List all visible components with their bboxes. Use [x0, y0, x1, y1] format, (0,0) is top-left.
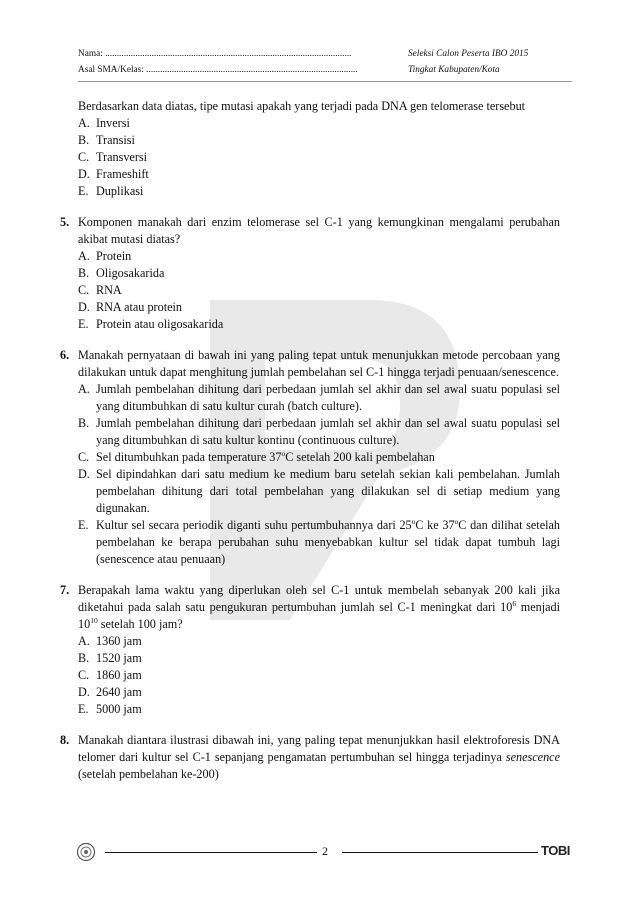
option-text: Jumlah pembelahan dihitung dari perbedaan jumlah sel akhir dan sel awal suatu populasi sel yang ditumbuhkan di satu kultur kontinu (continuous culture).: [96, 416, 560, 447]
option-6e: [60, 517, 560, 568]
option-text: Sel dipindahkan dari satu medium ke medium baru setelah sekian kali pembelahan. Jumlah pembelahan dihitung dari total pembelahan yang dilakukan sel di setiap medium yang digunakan.: [96, 467, 560, 515]
option-letter: A.: [78, 634, 90, 648]
footer-rule-left: [105, 852, 317, 853]
question-6: [60, 347, 560, 381]
question-content: [60, 98, 560, 783]
option-7c: [60, 667, 560, 684]
option-text: RNA: [96, 283, 122, 297]
option-text-part: Kultur sel secara periodik diganti suhu pertumbuhannya dari 25: [96, 518, 412, 532]
option-4b: [60, 132, 560, 149]
question-5-text: Komponen manakah dari enzim telomerase sel C-1 yang kemungkinan mengalami perubahan akibat mutasi diatas?: [78, 215, 560, 246]
option-4c: [60, 149, 560, 166]
option-letter: B.: [78, 416, 90, 430]
exam-title: Seleksi Calon Peserta IBO 2015: [408, 49, 529, 59]
option-letter: C.: [78, 283, 90, 297]
option-text: 5000 jam: [96, 702, 142, 716]
option-text: 1360 jam: [96, 634, 142, 648]
option-text: RNA atau protein: [96, 300, 182, 314]
header-row-2: [78, 62, 572, 78]
option-letter: D.: [78, 685, 90, 699]
question-7: [60, 582, 560, 633]
header-row-1: [78, 46, 572, 62]
option-6c: [60, 449, 560, 466]
exam-level: Tingkat Kabupaten/Kota: [408, 65, 500, 75]
option-6b: [60, 415, 560, 449]
option-letter: A.: [78, 249, 90, 263]
question-7-text: setelah 100 jam?: [97, 617, 183, 631]
header-divider: [78, 81, 572, 82]
question-8: [60, 732, 560, 783]
question-number: 8.: [60, 733, 70, 747]
option-text: Protein: [96, 249, 132, 263]
option-text: Jumlah pembelahan dihitung dari perbedaan jumlah sel akhir dan sel awal suatu populasi sel yang ditumbuhkan di satu kultur curah (batch culture).: [96, 382, 560, 413]
option-letter: E.: [78, 702, 89, 716]
option-letter: D.: [78, 167, 90, 181]
option-6d: [60, 466, 560, 517]
option-5a: [60, 248, 560, 265]
option-letter: E.: [78, 518, 89, 532]
ministry-seal-icon: [76, 842, 96, 862]
option-text-part: C setelah 200 kali pembelahan: [285, 450, 435, 464]
tobi-logo: TOBI: [541, 843, 570, 858]
option-text: Transisi: [96, 133, 135, 147]
option-5c: [60, 282, 560, 299]
question-number: 6.: [60, 348, 70, 362]
option-7a: [60, 633, 560, 650]
question-8-text: (setelah pembelahan ke-200): [78, 767, 219, 781]
degree-sup: o: [411, 516, 416, 526]
footer-rule-right: [342, 852, 538, 853]
option-text: 1860 jam: [96, 668, 142, 682]
question-number: 5.: [60, 215, 70, 229]
option-text-part: C ke 37: [415, 518, 455, 532]
option-letter: B.: [78, 133, 90, 147]
option-letter: C.: [78, 450, 90, 464]
page-header: [78, 46, 572, 78]
option-7d: [60, 684, 560, 701]
option-letter: C.: [78, 150, 90, 164]
option-text: Transversi: [96, 150, 148, 164]
question-6-text: Manakah pernyataan di bawah ini yang paling tepat untuk menunjukkan metode percobaan yang dilakukan untuk dapat menghitung jumlah pembelahan sel C-1 hingga terjadi penuaan/senescence.: [78, 348, 560, 379]
degree-sup: o: [454, 516, 459, 526]
question-7-text: Berapakah lama waktu yang diperlukan oleh sel C-1 untuk membelah sebanyak 200 kali jika diketahui pada salah satu pengukuran pertumbuhan jumlah sel C-1 meningkat dari 10: [78, 583, 560, 614]
option-text: Frameshift: [96, 167, 149, 181]
option-5e: [60, 316, 560, 333]
option-4e: [60, 183, 560, 200]
question-4-text: Berdasarkan data diatas, tipe mutasi apakah yang terjadi pada DNA gen telomerase tersebut: [78, 99, 526, 113]
option-text: Protein atau oligosakarida: [96, 317, 224, 331]
option-text-part: C dan dilihat setelah pembelahan ke berapa perubahan suhu menyebabkan kultur sel tidak dapat tumbuh lagi (senescence atau penuaan): [96, 518, 560, 566]
question-number: 7.: [60, 583, 70, 597]
option-letter: A.: [78, 382, 90, 396]
option-letter: E.: [78, 184, 89, 198]
question-8-italic: senescence: [505, 750, 560, 764]
question-8-text: Manakah diantara ilustrasi dibawah ini, yang paling tepat menunjukkan hasil elektroforesis DNA telomer dari kultur sel C-1 sepanjang pengamatan pertumbuhan sel hingga terjadinya: [78, 733, 560, 764]
option-letter: E.: [78, 317, 89, 331]
option-letter: B.: [78, 266, 90, 280]
option-letter: A.: [78, 116, 90, 130]
name-field: Nama: ..........................................................................................................: [78, 49, 352, 59]
page-number: 2: [322, 844, 328, 858]
option-7e: [60, 701, 560, 718]
option-5b: [60, 265, 560, 282]
option-text: 2640 jam: [96, 685, 142, 699]
question-5: [60, 214, 560, 248]
school-field: Asal SMA/Kelas: ...........................................................................................: [78, 65, 358, 75]
option-4a: [60, 115, 560, 132]
option-4d: [60, 166, 560, 183]
option-text: Oligosakarida: [96, 266, 165, 280]
option-7b: [60, 650, 560, 667]
question-4-continued: [60, 98, 560, 115]
option-letter: C.: [78, 668, 90, 682]
option-6a: [60, 381, 560, 415]
degree-sup: o: [281, 448, 286, 458]
option-letter: B.: [78, 651, 90, 665]
exponent: 6: [512, 598, 517, 608]
option-text: 1520 jam: [96, 651, 142, 665]
option-letter: D.: [78, 300, 90, 314]
option-letter: D.: [78, 467, 90, 481]
question-7-text: menjadi 10: [78, 600, 560, 631]
option-text: Inversi: [96, 116, 130, 130]
exponent: 10: [90, 615, 98, 625]
option-text: Duplikasi: [96, 184, 144, 198]
option-5d: [60, 299, 560, 316]
option-text-part: Sel ditumbuhkan pada temperature 37: [96, 450, 282, 464]
